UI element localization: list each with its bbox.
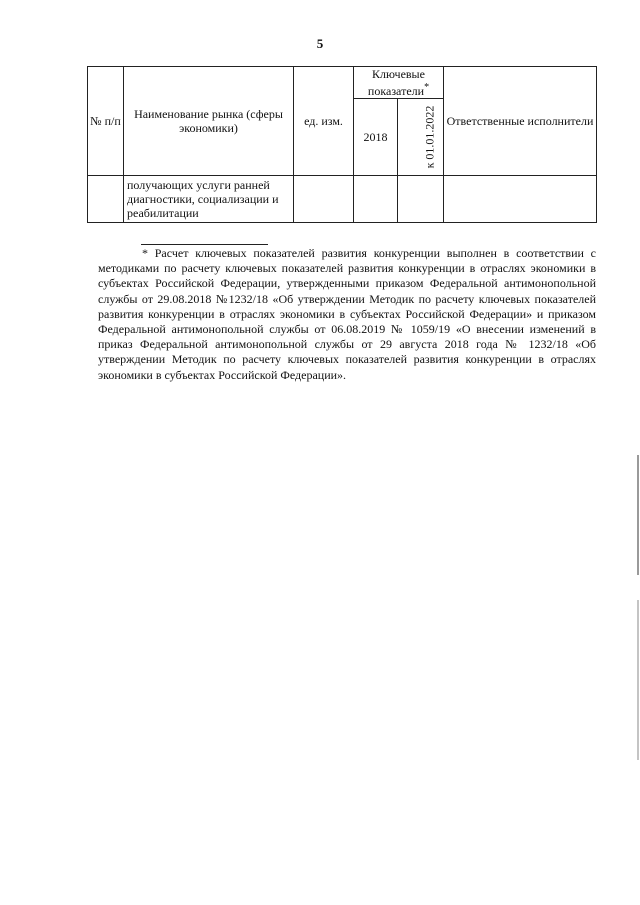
footnote-text: * Расчет ключевых показателей развития конкуренции выполнен в соответствии с методиками по расчету ключевых показателей развития конкуренции в отраслях экономики в субъектах Российской Федерации, утвержденными приказом Федеральной антимонопольной службы от 29.08.2018 №1232/18 «Об утверждении Методик по расчету ключевых показателей развития конкуренции в отраслях экономики в субъектах Российской Федерации» и приказом Федеральной антимонопольной службы от 06.08.2019 № 1059/19 «О внесении изменений в приказ Федеральной антимонопольной службы от 29 августа 2018 года № 1232/18 «Об утверждении Методик по расчету ключевых показателей развития конкуренции в отраслях экономики в субъектах Российской Федерации». <box>98 246 596 382</box>
row-market: получающих услуги ранней диагностики, социализации и реабилитации <box>124 176 294 223</box>
scan-edge-mark <box>637 455 639 575</box>
header-key-indicators <box>354 67 444 99</box>
row-num <box>88 176 124 223</box>
date-2022-label: к 01.01.2022 <box>422 105 437 169</box>
header-year-2018: 2018 <box>354 99 398 176</box>
row-unit <box>294 176 354 223</box>
header-date-2022 <box>398 99 444 176</box>
key-indicators-label: Ключевые показатели <box>367 67 425 98</box>
footnote-divider <box>141 244 268 245</box>
row-responsible <box>444 176 597 223</box>
row-value-2022 <box>398 176 444 223</box>
header-unit: ед. изм. <box>294 67 354 176</box>
header-responsible: Ответственные исполнители <box>444 67 597 176</box>
table-row <box>88 176 597 223</box>
key-indicators-table <box>87 66 597 223</box>
row-value-2018 <box>354 176 398 223</box>
header-market: Наименование рынка (сферы экономики) <box>124 67 294 176</box>
footnote-mark: * <box>424 82 430 93</box>
header-num: № п/п <box>88 67 124 176</box>
page-number: 5 <box>316 36 324 51</box>
scan-edge-mark <box>637 600 639 760</box>
